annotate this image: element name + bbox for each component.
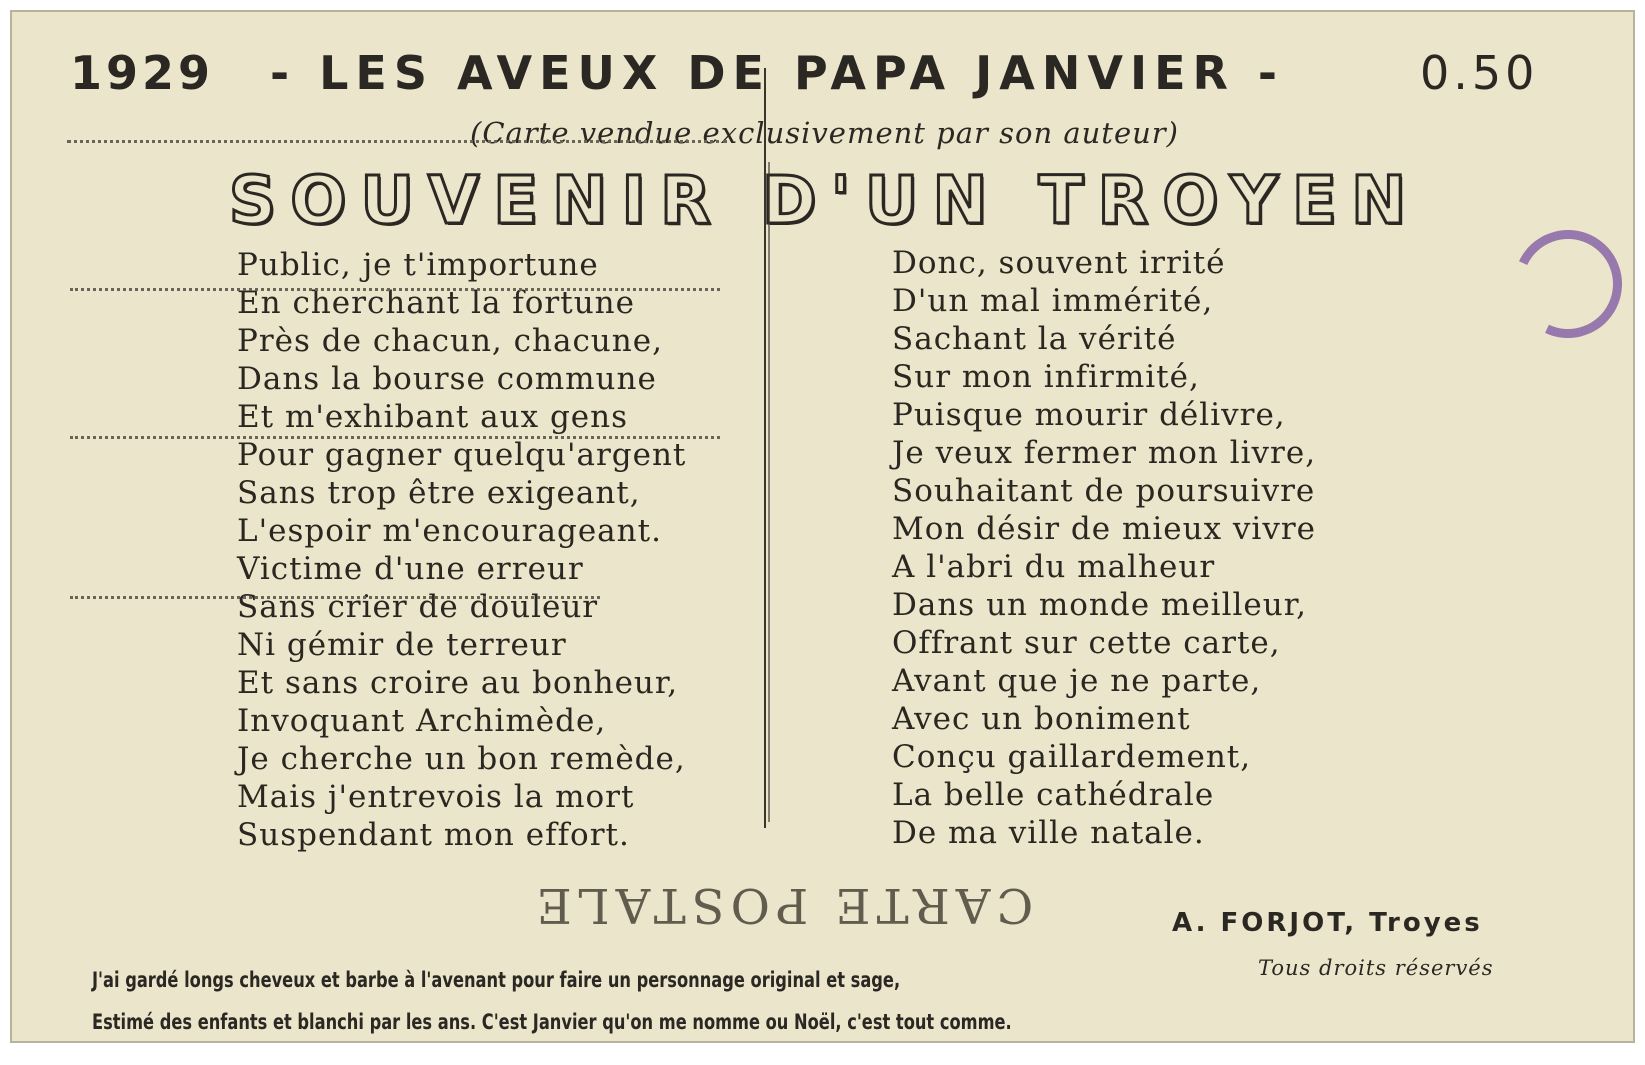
header-title: - LES AVEUX DE PAPA JANVIER - [270, 46, 1285, 100]
header-year: 1929 [70, 46, 215, 100]
poem-line: Public, je t'importune [237, 247, 599, 283]
poem-line: Conçu gaillardement, [892, 739, 1252, 775]
poem-line: Donc, souvent irrité [892, 245, 1226, 281]
poem-line: D'un mal immérité, [892, 283, 1214, 319]
mirrored-carte-postale: CARTE POSTALE [530, 877, 1034, 933]
poem-line: Offrant sur cette carte, [892, 625, 1281, 661]
center-divider [764, 68, 766, 828]
subtitle: (Carte vendue exclusivement par son auteur) [470, 116, 1179, 150]
poem-line: Avant que je ne parte, [892, 663, 1262, 699]
dotted-rule [70, 436, 720, 439]
poem-line: Sans crier de douleur [237, 589, 599, 625]
poem-line: Je cherche un bon remède, [237, 741, 686, 777]
poem-line: Sans trop être exigeant, [237, 475, 641, 511]
poem-right-column [892, 244, 1316, 852]
footer-line-1: J'ai gardé longs cheveux et barbe à l'avenant pour faire un personnage original et sage, [92, 968, 901, 992]
poem-line: Pour gagner quelqu'argent [237, 437, 687, 473]
poem-line: Mon désir de mieux vivre [892, 511, 1317, 547]
poem-line: L'espoir m'encourageant. [237, 513, 662, 549]
poem-line: De ma ville natale. [892, 815, 1205, 851]
poem-line: Près de chacun, chacune, [237, 323, 663, 359]
poem-line: Sachant la vérité [892, 321, 1177, 357]
poem-left-column [237, 246, 686, 854]
dotted-rule [70, 288, 720, 291]
poem-line: Dans la bourse commune [237, 361, 657, 397]
poem-line: Souhaitant de poursuivre [892, 473, 1316, 509]
poem-line: Et m'exhibant aux gens [237, 399, 629, 435]
header-row [70, 46, 1570, 116]
poem-line: Je veux fermer mon livre, [892, 435, 1317, 471]
poem-line: Et sans croire au bonheur, [237, 665, 679, 701]
dotted-rule [67, 140, 727, 143]
publisher-name: A. FORJOT, Troyes [1172, 908, 1483, 938]
poem-line: Invoquant Archimède, [237, 703, 607, 739]
poem-line: Mais j'entrevois la mort [237, 779, 635, 815]
postcard [10, 10, 1635, 1043]
poem-line: Ni gémir de terreur [237, 627, 567, 663]
poem-line: Victime d'une erreur [237, 551, 584, 587]
poem-line: En cherchant la fortune [237, 285, 635, 321]
rights-notice: Tous droits réservés [1258, 956, 1494, 980]
poem-line: La belle cathédrale [892, 777, 1215, 813]
poem-line: Avec un boniment [892, 701, 1191, 737]
center-divider-secondary [768, 162, 770, 822]
dotted-rule [70, 596, 600, 599]
poem-line: Puisque mourir délivre, [892, 397, 1286, 433]
poem-line: A l'abri du malheur [892, 549, 1216, 585]
poem-line: Sur mon infirmité, [892, 359, 1200, 395]
poem-line: Dans un monde meilleur, [892, 587, 1307, 623]
footer-line-2: Estimé des enfants et blanchi par les ans. C'est Janvier qu'on me nomme ou Noël, c'est tout comme. [92, 1010, 1012, 1034]
main-title: SOUVENIR D'UN TROYEN [228, 162, 1421, 239]
poem-line: Suspendant mon effort. [237, 817, 630, 853]
header-price: 0.50 [1420, 46, 1539, 100]
